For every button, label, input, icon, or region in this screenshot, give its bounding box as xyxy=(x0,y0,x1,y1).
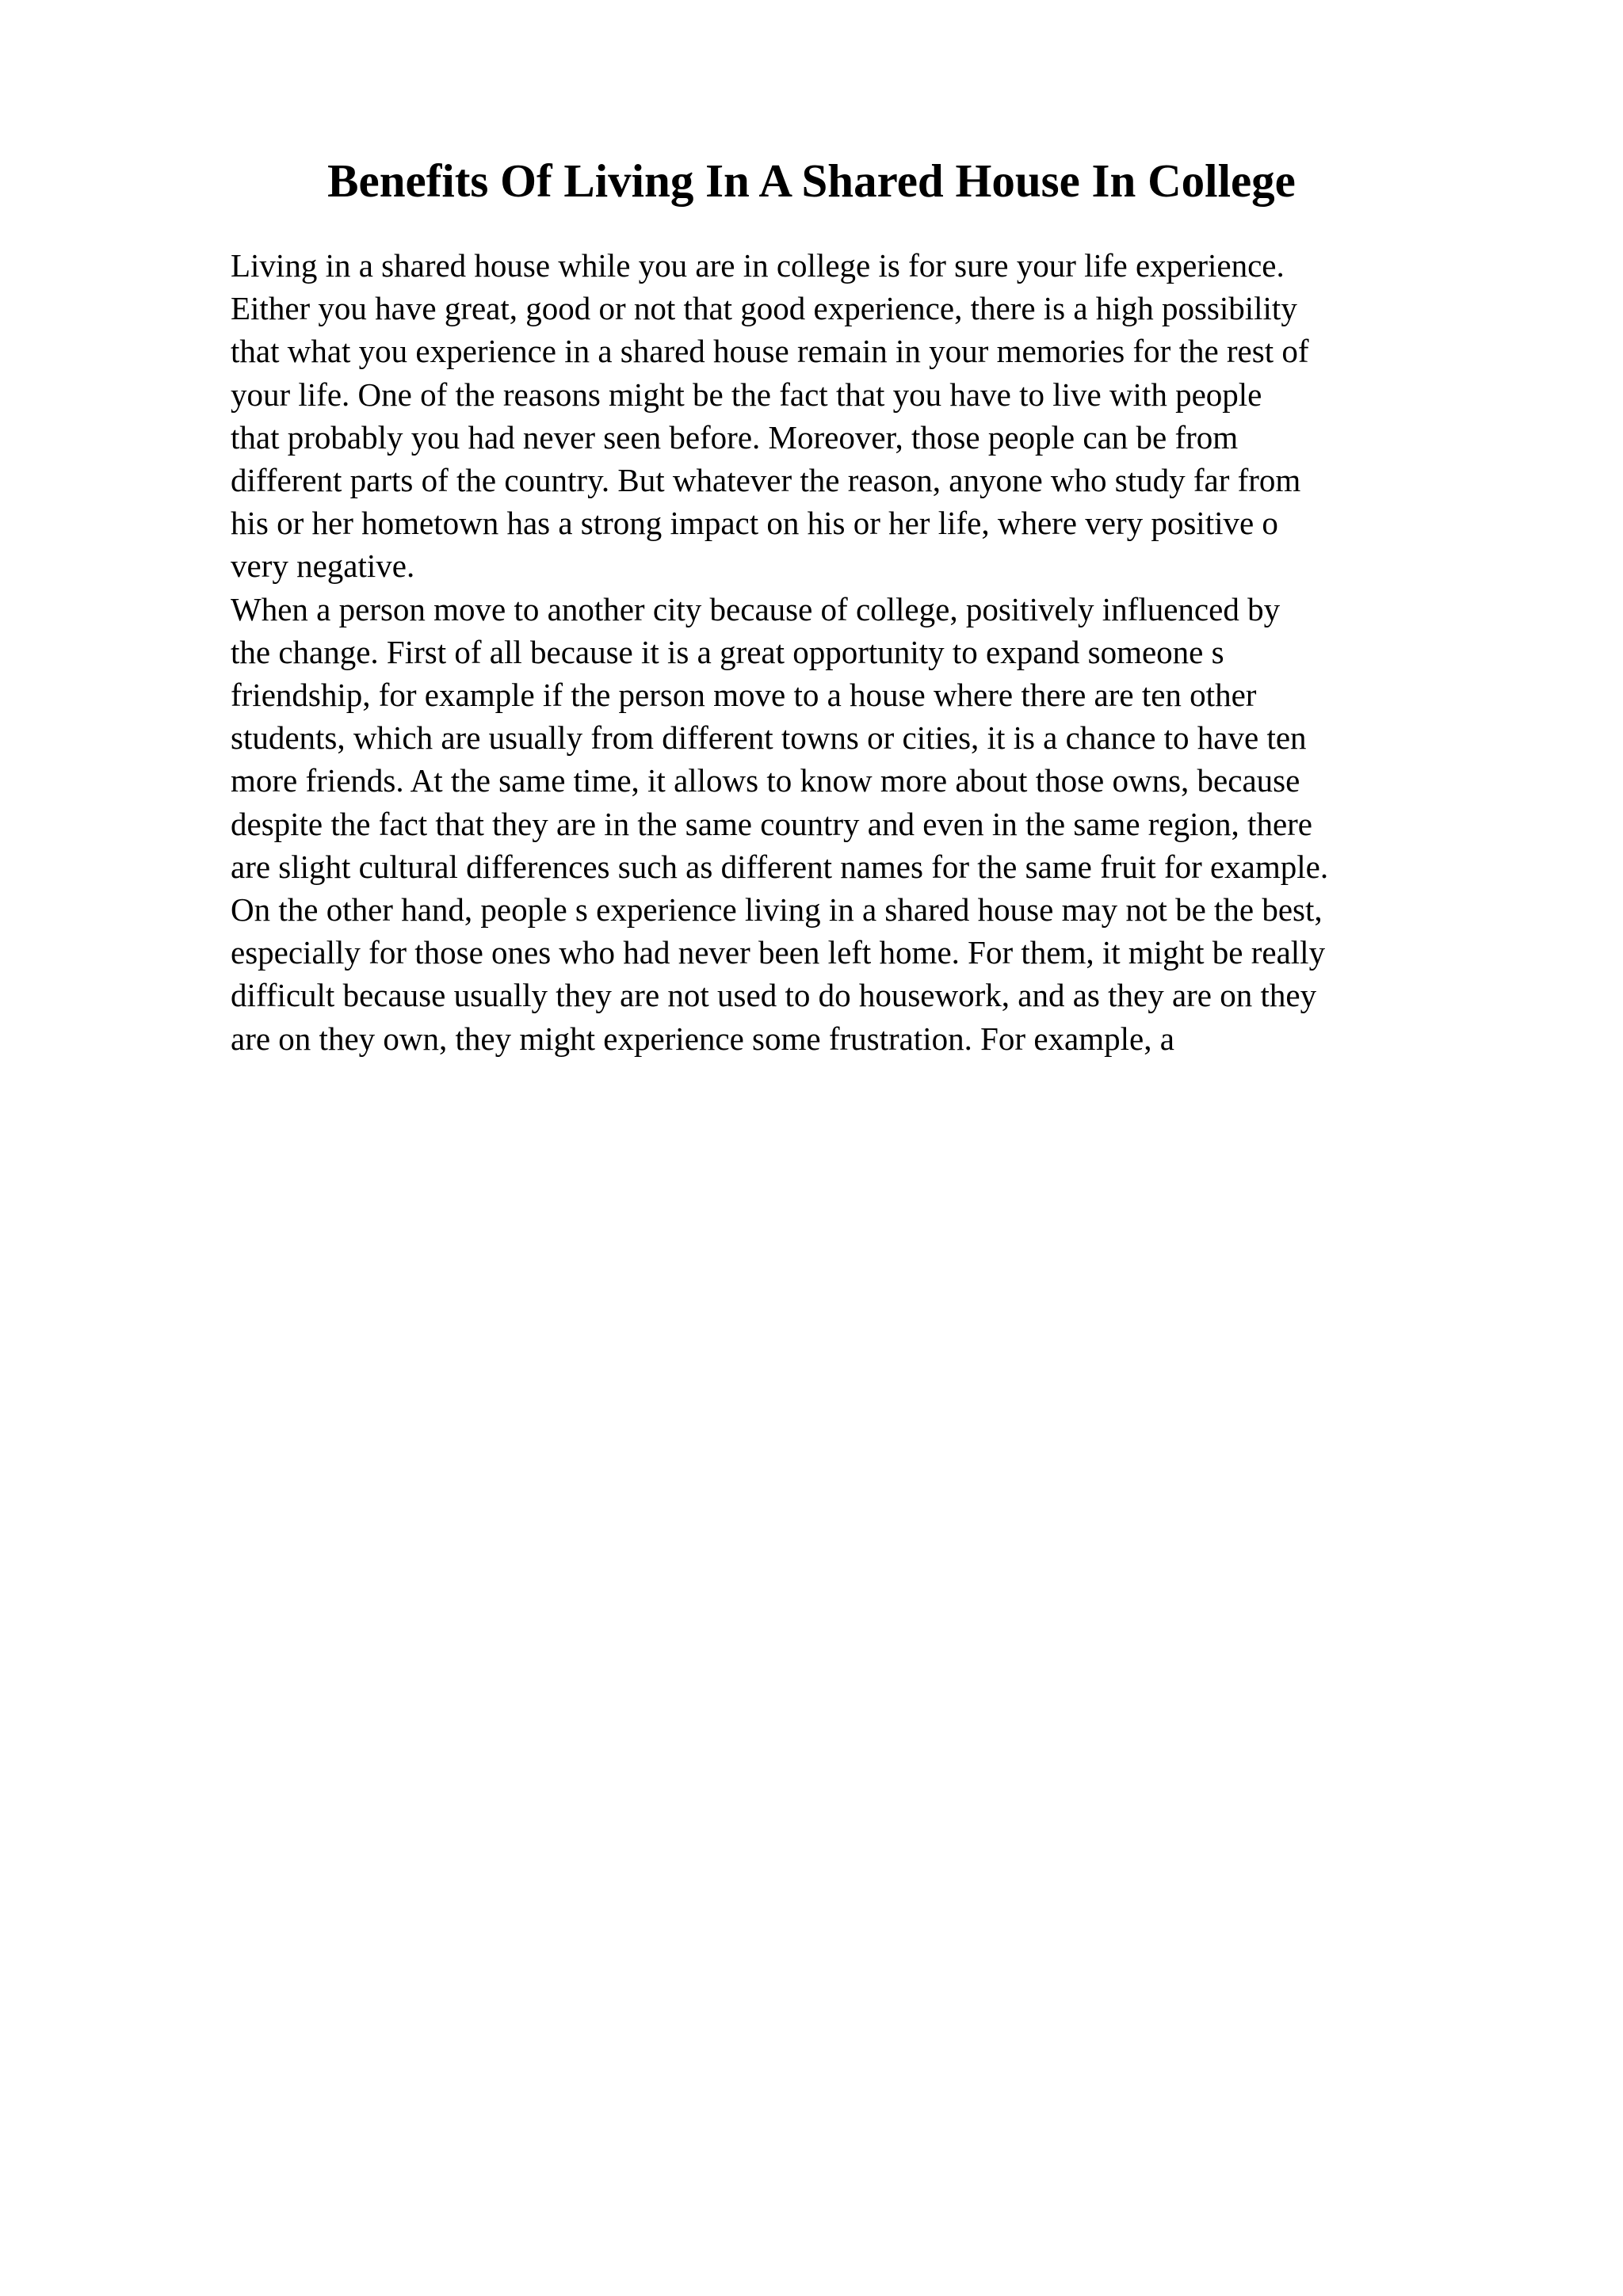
body-line: On the other hand, people s experience living in a shared house may not be the best, xyxy=(231,891,1323,929)
body-line: are slight cultural differences such as different names for the same fruit for example. xyxy=(231,848,1329,885)
body-line: different parts of the country. But whatever the reason, anyone who study far from xyxy=(231,462,1301,499)
body-line: despite the fact that they are in the same country and even in the same region, there xyxy=(231,805,1312,842)
body-line: Living in a shared house while you are in college is for sure your life experience. xyxy=(231,247,1285,284)
body-line: the change. First of all because it is a great opportunity to expand someone s xyxy=(231,633,1224,670)
document-title: Benefits Of Living In A Shared House In College xyxy=(327,154,1296,207)
document-body xyxy=(231,244,1499,1060)
body-line: your life. One of the reasons might be the fact that you have to live with people xyxy=(231,376,1262,413)
body-line: students, which are usually from different towns or cities, it is a chance to have ten xyxy=(231,719,1307,757)
body-line: Either you have great, good or not that good experience, there is a high possibility xyxy=(231,290,1297,327)
body-line: very negative. xyxy=(231,547,415,585)
body-line: his or her hometown has a strong impact on his or her life, where very positive o xyxy=(231,505,1278,542)
body-line: difficult because usually they are not used to do housework, and as they are on they xyxy=(231,977,1317,1014)
body-line: that probably you had never seen before. Moreover, those people can be from xyxy=(231,418,1239,456)
body-line: are on they own, they might experience some frustration. For example, a xyxy=(231,1020,1174,1057)
body-line: friendship, for example if the person move to a house where there are ten other xyxy=(231,677,1257,714)
body-line: especially for those ones who had never been left home. For them, it might be really xyxy=(231,934,1326,971)
body-line: When a person move to another city because of college, positively influenced by xyxy=(231,590,1281,627)
body-line: more friends. At the same time, it allows to know more about those owns, because xyxy=(231,762,1300,799)
body-line: that what you experience in a shared house remain in your memories for the rest of xyxy=(231,333,1309,370)
